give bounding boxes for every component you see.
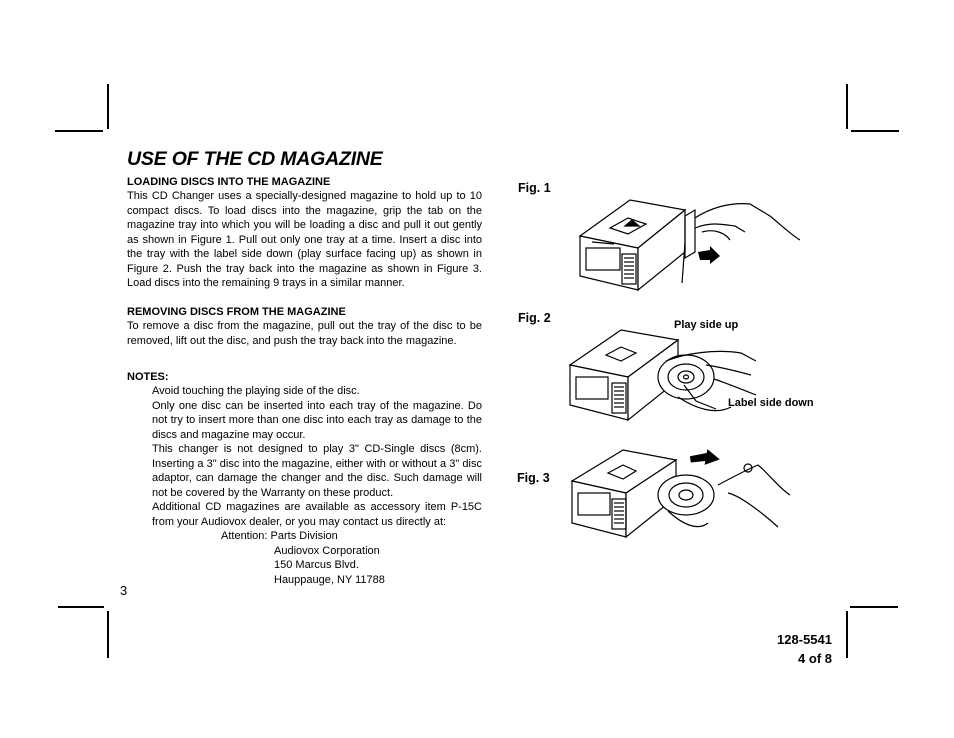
fig3-illustration (568, 447, 800, 542)
address-attention: Attention: Parts Division (221, 530, 338, 542)
crop-mark (846, 611, 848, 658)
removing-body: To remove a disc from the magazine, pull out the tray of the disc to be removed, lift out the disc, and push the tray back into the magazine. (127, 320, 482, 347)
fig2-label: Fig. 2 (518, 311, 551, 325)
address-company: Audiovox Corporation (274, 545, 380, 557)
crop-mark (55, 130, 103, 132)
page-number: 3 (120, 583, 128, 598)
play-side-up-caption: Play side up (674, 319, 739, 331)
doc-number: 128-5541 (777, 632, 832, 647)
fig2-illustration (566, 325, 756, 425)
page-title: USE OF THE CD MAGAZINE (127, 148, 383, 170)
removing-heading: REMOVING DISCS FROM THE MAGAZINE (127, 306, 346, 318)
fig3-label: Fig. 3 (517, 471, 550, 485)
crop-mark (58, 606, 104, 608)
fig1-illustration (570, 188, 800, 293)
note-item: This changer is not designed to play 3" CD-Single discs (8cm). Inserting a 3" disc into the magazine, either with or without a 3" disc adaptor, can damage the changer and the disc. Such damage will not be covered by the Warranty on these product. (152, 443, 482, 499)
note-item: Additional CD magazines are available as accessory item P-15C from your Audiovox dealer, or you may contact us directly at: (152, 501, 482, 528)
doc-number-block (777, 630, 832, 668)
page-of: 4 of 8 (798, 651, 832, 666)
address-street: 150 Marcus Blvd. (274, 559, 359, 571)
crop-mark (107, 611, 109, 658)
notes-list (152, 384, 482, 529)
crop-mark (846, 84, 848, 129)
loading-heading: LOADING DISCS INTO THE MAGAZINE (127, 176, 331, 188)
note-item: Avoid touching the playing side of the disc. (152, 385, 360, 397)
address-city: Hauppauge, NY 11788 (274, 574, 385, 586)
notes-heading: NOTES: (127, 371, 169, 383)
crop-mark (850, 606, 898, 608)
loading-body: This CD Changer uses a specially-designed magazine to hold up to 10 compact discs. To load discs into the magazine, grip the tab on the magazine tray into which you will be loading a disc and pull it out gently as shown in Figure 1. Pull out only one tray at a time. Insert a disc into the tray with the label side down (play surface facing up) as shown in Figure 2. Push the tray back into the magazine as shown in Figure 3. Load discs into the remaining 9 trays in a similar manner. (127, 190, 482, 289)
note-item: Only one disc can be inserted into each tray of the magazine. Do not try to insert more than one disc into each tray as damage to the discs and magazine may occur. (152, 399, 482, 441)
crop-mark (851, 130, 899, 132)
fig1-label: Fig. 1 (518, 181, 551, 195)
label-side-down-caption: Label side down (728, 397, 814, 409)
crop-mark (107, 84, 109, 129)
